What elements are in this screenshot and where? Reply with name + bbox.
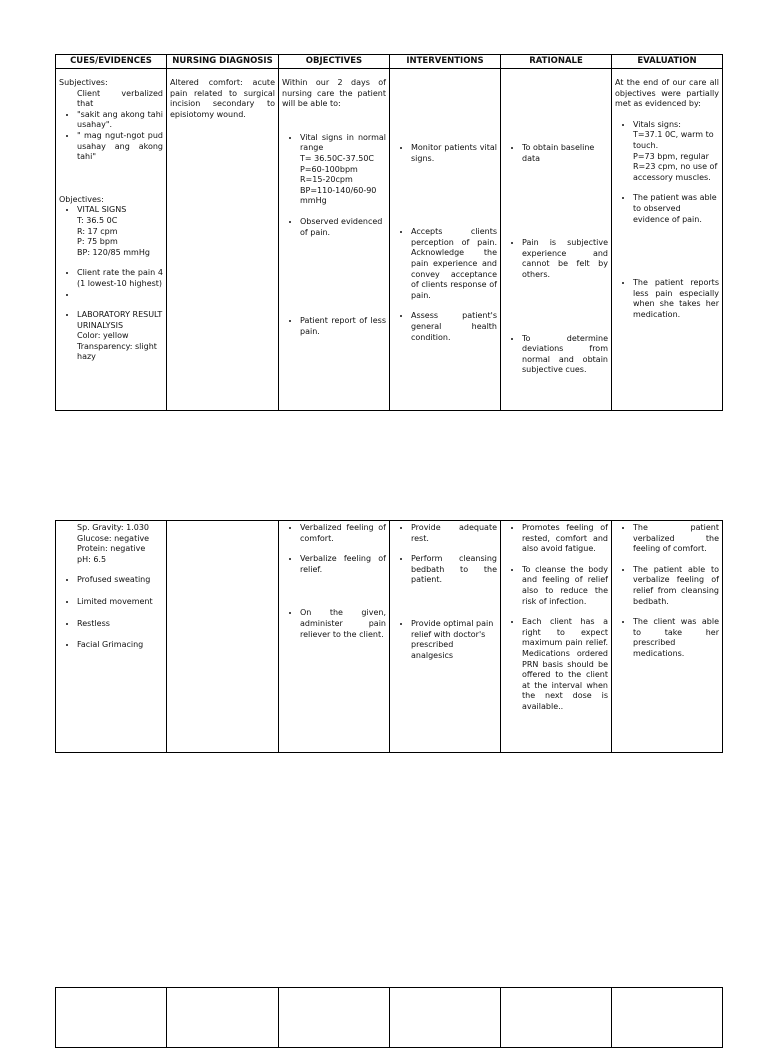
cue-item: • Facial Grimacing <box>77 640 163 651</box>
evaluation-item: • The patient verbalized the feeling of comfort. <box>633 523 719 555</box>
diagnosis-cell <box>167 69 279 411</box>
pain-rate-item: • Client rate the pain 4 (1 lowest-10 highest) <box>77 268 163 289</box>
lab-line: Color: yellow <box>77 331 129 341</box>
header-evaluation: EVALUATION <box>612 55 723 69</box>
intervention-item: • Provide optimal pain relief with doctor's prescribed analgesics <box>411 619 497 661</box>
evaluation-item: • The client was able to take her prescribed medications. <box>633 617 719 659</box>
lab-line: Transparency: slight hazy <box>77 341 157 362</box>
objectives-intro: Within our 2 days of nursing care the patient will be able to: <box>282 78 386 109</box>
objective-vs-line: BP=110-140/60-90 mmHg <box>300 185 377 206</box>
intervention-item: • Accepts clients perception of pain. Acknowledge the pain experience and convey acceptance of clients response of pain. <box>411 227 497 301</box>
lab-line: pH: 6.5 <box>77 554 107 564</box>
subjective-item: • "sakit ang akong tahi usahay". <box>77 110 163 131</box>
rationale-item: • Each client has a right to expect maximum pain relief. Medications ordered PRN basis should be offered to the client at the interval when the next dose is available.. <box>522 617 608 712</box>
vs-line: R: 17 cpm <box>77 226 118 236</box>
rationale-cell <box>501 69 612 411</box>
interventions-list <box>393 143 497 343</box>
lab-continued <box>59 523 163 565</box>
interventions-cell <box>390 69 501 411</box>
objectives-cell <box>279 69 390 411</box>
lab-line: Protein: negative <box>77 544 146 554</box>
evaluation-list <box>615 523 719 660</box>
rationale-item: • To obtain baseline data <box>522 143 608 164</box>
evaluation-cell <box>612 521 723 753</box>
cue-item: • Limited movement <box>77 597 163 608</box>
subjectives-label: Subjectives: <box>59 78 108 87</box>
interventions-list <box>393 523 497 661</box>
cues-cell <box>56 69 167 411</box>
header-row <box>56 55 723 69</box>
evaluation-item: • The patient able to verbalize feeling of relief from cleansing bedbath. <box>633 565 719 607</box>
objective-item: • Patient report of less pain. <box>300 316 386 337</box>
evaluation-item <box>633 120 719 184</box>
intervention-item: • Provide adequate rest. <box>411 523 497 544</box>
objective-vs-line: R=15-20cpm <box>300 175 353 185</box>
objectives-label: Objectives: <box>59 194 104 204</box>
empty-cell <box>390 988 501 1048</box>
evaluation-cell <box>612 69 723 411</box>
intervention-item: • Assess patient's general health condition. <box>411 311 497 343</box>
rationale-item: • Promotes feeling of rested, comfort and also avoid fatigue. <box>522 523 608 555</box>
evaluation-item: • The patient was able to observed evidence of pain. <box>633 193 719 225</box>
more-cues-list <box>59 575 163 650</box>
vs-line: BP: 120/85 mmHg <box>77 247 150 257</box>
lab-line: Sp. Gravity: 1.030 <box>77 523 150 532</box>
evaluation-item: • The patient reports less pain especially when she takes her medication. <box>633 278 719 320</box>
rationale-list <box>504 523 608 713</box>
rationale-item: • To determine deviations from normal and obtain subjective cues. <box>522 334 608 376</box>
empty-cell <box>612 988 723 1048</box>
evaluation-vs-line: P=73 bpm, regular <box>633 151 709 161</box>
empty-cell <box>56 988 167 1048</box>
evaluation-vs-title: • Vitals signs: <box>633 119 681 129</box>
interventions-cell <box>390 521 501 753</box>
objective-item <box>300 133 386 207</box>
rationale-list <box>504 143 608 376</box>
subj-client-verbalized: Client verbalized that <box>77 88 163 109</box>
lab-line: Glucose: negative <box>77 533 150 543</box>
content-row <box>56 69 723 411</box>
diagnosis-cell <box>167 521 279 753</box>
empty-row <box>56 988 723 1048</box>
lab-title: • LABORATORY RESULT URINALYSIS <box>77 310 163 330</box>
empty-cell <box>501 988 612 1048</box>
subjective-list <box>59 110 163 163</box>
objective-item: • Observed evidenced of pain. <box>300 217 386 238</box>
cues-cell <box>56 521 167 753</box>
care-plan-table-page-1 <box>55 54 723 411</box>
header-diagnosis: NURSING DIAGNOSIS <box>167 55 279 69</box>
intervention-item: • Perform cleansing bedbath to the patient. <box>411 554 497 586</box>
objective-vs-line: P=60-100bpm <box>300 164 358 174</box>
care-plan-table-page-3 <box>55 987 723 1048</box>
objective-vs-line: T= 36.50C-37.50C <box>300 153 374 163</box>
rationale-item: • Pain is subjective experience and cannot be felt by others. <box>522 238 608 280</box>
empty-bullet <box>77 290 163 301</box>
objective-vs-title: • Vital signs in normal range <box>300 132 386 153</box>
lab-result-item <box>77 310 163 363</box>
objective-item: • Verbalized feeling of comfort. <box>300 523 386 544</box>
empty-cell <box>167 988 279 1048</box>
rationale-cell <box>501 521 612 753</box>
evaluation-vs-line: T=37.1 0C, warm to touch. <box>633 130 714 150</box>
objectives-list <box>282 133 386 338</box>
objectives-cell <box>279 521 390 753</box>
nursing-diagnosis-text: Altered comfort: acute pain related to surgical incision secondary to episiotomy wound. <box>170 78 275 119</box>
header-rationale: RATIONALE <box>501 55 612 69</box>
evaluation-list <box>615 120 719 321</box>
cue-item: • Profused sweating <box>77 575 163 586</box>
objectives-list <box>282 523 386 640</box>
objective-item: • On the given, administer pain reliever to the client. <box>300 608 386 640</box>
header-cues: CUES/EVIDENCES <box>56 55 167 69</box>
vs-line: P: 75 bpm <box>77 237 118 247</box>
evaluation-vs-line: R=23 cpm, no use of accessory muscles. <box>633 162 718 182</box>
rationale-item: • To cleanse the body and feeling of relief also to reduce the risk of infection. <box>522 565 608 607</box>
empty-cell <box>279 988 390 1048</box>
objective-item: • Verbalize feeling of relief. <box>300 554 386 575</box>
evaluation-intro: At the end of our care all objectives were partially met as evidenced by: <box>615 78 719 109</box>
header-interventions: INTERVENTIONS <box>390 55 501 69</box>
care-plan-table-page-2 <box>55 520 723 753</box>
objective-cues-list <box>59 205 163 363</box>
header-objectives: OBJECTIVES <box>279 55 390 69</box>
cue-item: • Restless <box>77 619 163 630</box>
vs-line: T: 36.5 0C <box>77 215 118 225</box>
subjective-item: • " mag ngut-ngot pud usahay ang akong tahi" <box>77 131 163 163</box>
content-row <box>56 521 723 753</box>
vital-signs-title: • VITAL SIGNS <box>77 205 127 215</box>
intervention-item: • Monitor patients vital signs. <box>411 143 497 164</box>
vital-signs-item <box>77 205 163 258</box>
